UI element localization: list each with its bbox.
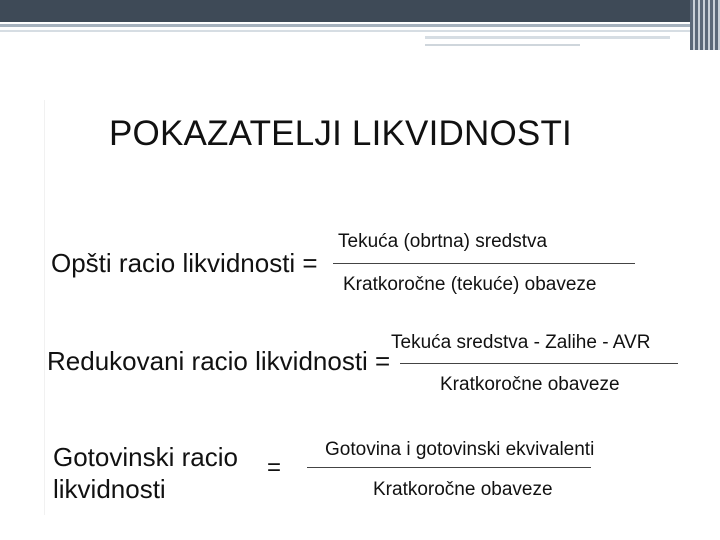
ratio-numerator: Tekuća (obrtna) sredstva xyxy=(338,231,548,252)
header-line xyxy=(0,30,720,32)
header-accent-line xyxy=(425,44,580,46)
ratio-label: Gotovinski racio xyxy=(53,442,238,472)
fraction-line xyxy=(333,263,635,264)
ratio-numerator: Tekuća sredstva - Zalihe - AVR xyxy=(391,332,651,353)
ratio-label-continued: likvidnosti xyxy=(53,474,166,504)
fraction-line xyxy=(400,363,678,364)
ratio-denominator: Kratkoročne (tekuće) obaveze xyxy=(343,274,597,295)
header-accent-line xyxy=(425,36,670,39)
ratio-numerator: Gotovina i gotovinski ekvivalenti xyxy=(325,439,595,460)
equals-sign: = xyxy=(267,454,282,481)
header-line xyxy=(0,24,720,27)
fraction-line xyxy=(307,467,591,468)
ratio-label: Redukovani racio likvidnosti = xyxy=(47,346,391,376)
ratio-denominator: Kratkoročne obaveze xyxy=(440,374,620,395)
ratio-denominator: Kratkoročne obaveze xyxy=(373,479,553,500)
page-title: POKAZATELJI LIKVIDNOSTI xyxy=(109,114,572,153)
header-decoration xyxy=(0,0,720,50)
header-dark-band xyxy=(0,0,720,22)
ratio-label: Opšti racio likvidnosti = xyxy=(51,248,318,278)
header-stripes xyxy=(690,0,720,50)
slide-content xyxy=(44,100,677,515)
